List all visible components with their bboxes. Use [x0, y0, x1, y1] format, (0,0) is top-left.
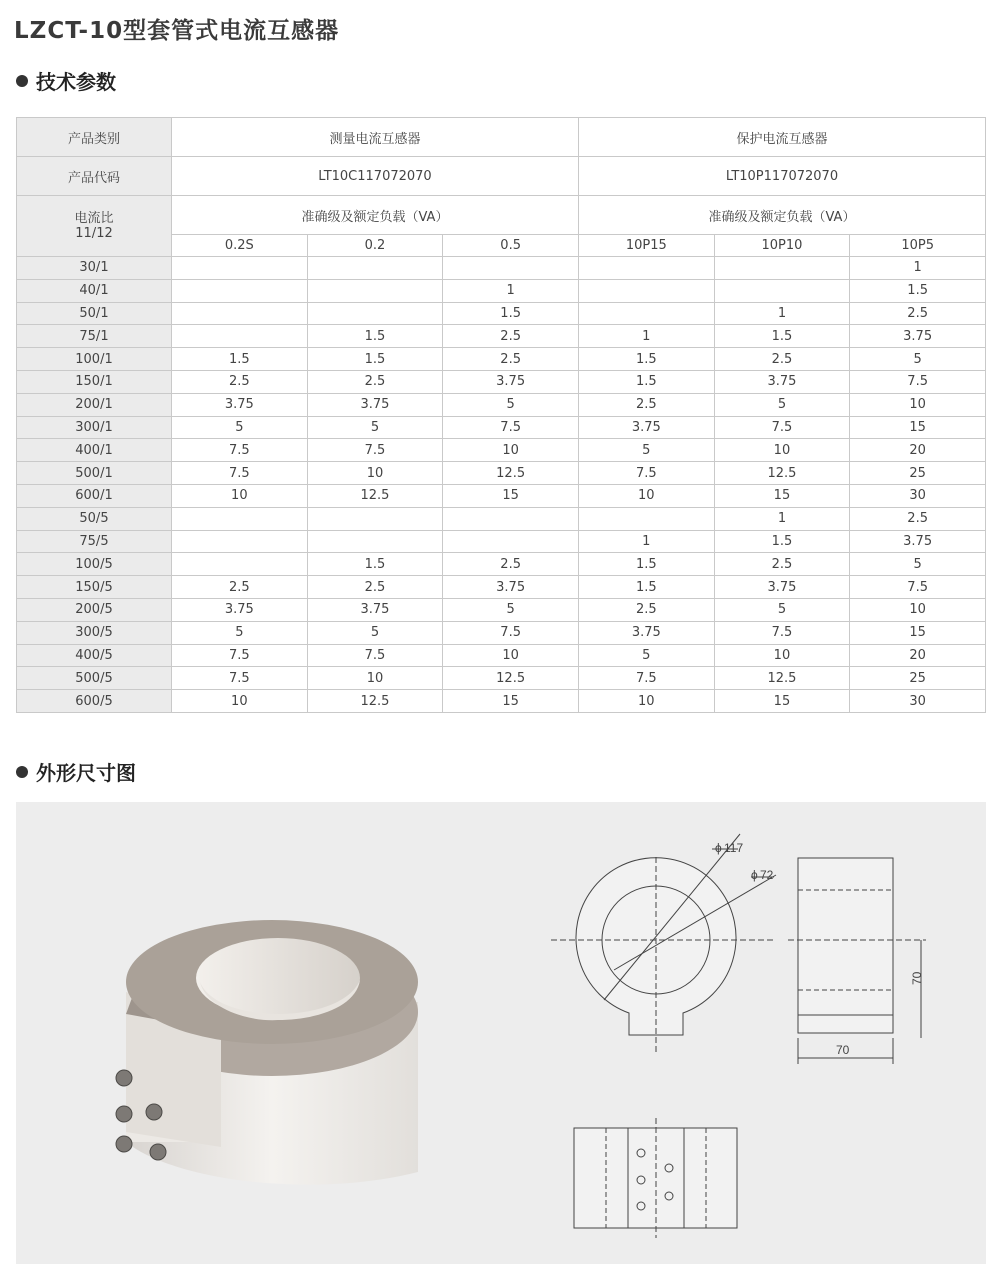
value-cell: [578, 302, 714, 325]
value-cell: 7.5: [714, 416, 850, 439]
table-row: [17, 257, 986, 280]
value-cell: 5: [443, 393, 579, 416]
value-cell: 10: [578, 690, 714, 713]
value-cell: 1.5: [714, 530, 850, 553]
row-label-ratio: [17, 196, 172, 257]
ratio-cell: 600/1: [17, 484, 172, 507]
ratio-cell: 150/5: [17, 576, 172, 599]
value-cell: [172, 279, 308, 302]
product-photo: [116, 920, 418, 1185]
value-cell: 5: [307, 621, 443, 644]
value-cell: 7.5: [578, 667, 714, 690]
value-cell: 2.5: [443, 553, 579, 576]
table-row: [17, 690, 986, 713]
ratio-cell: 40/1: [17, 279, 172, 302]
table-row: [17, 325, 986, 348]
value-cell: [307, 507, 443, 530]
value-cell: 10: [172, 484, 308, 507]
value-cell: 5: [578, 439, 714, 462]
ratio-cell: 100/5: [17, 553, 172, 576]
value-cell: [307, 257, 443, 280]
value-cell: 3.75: [307, 598, 443, 621]
value-cell: 7.5: [714, 621, 850, 644]
value-cell: 7.5: [850, 370, 986, 393]
value-cell: 1.5: [578, 370, 714, 393]
value-cell: 12.5: [714, 667, 850, 690]
value-cell: 3.75: [172, 393, 308, 416]
ratio-sub-label: 11/12: [75, 226, 113, 241]
value-cell: 1.5: [714, 325, 850, 348]
measure-category: 测量电流互感器: [172, 118, 579, 157]
value-cell: 20: [850, 439, 986, 462]
value-cell: [172, 553, 308, 576]
table-row: [17, 393, 986, 416]
value-cell: [172, 257, 308, 280]
ratio-cell: 150/1: [17, 370, 172, 393]
table-row: [17, 302, 986, 325]
value-cell: 3.75: [307, 393, 443, 416]
ratio-cell: 400/5: [17, 644, 172, 667]
value-cell: 1.5: [307, 553, 443, 576]
ratio-cell: 100/1: [17, 348, 172, 371]
value-cell: 1.5: [172, 348, 308, 371]
protect-accuracy: 准确级及额定负载（VA）: [578, 196, 985, 235]
bullet-icon: [16, 766, 28, 778]
table-row: [17, 576, 986, 599]
table-row: [17, 484, 986, 507]
value-cell: 3.75: [578, 416, 714, 439]
value-cell: 25: [850, 667, 986, 690]
protect-code: LT10P117072070: [578, 157, 985, 196]
value-cell: 3.75: [578, 621, 714, 644]
value-cell: 1: [850, 257, 986, 280]
value-cell: [307, 530, 443, 553]
value-cell: 15: [850, 621, 986, 644]
value-cell: 2.5: [578, 393, 714, 416]
value-cell: 15: [443, 484, 579, 507]
outer-dia-label: ϕ: [715, 841, 722, 855]
value-cell: 30: [850, 690, 986, 713]
value-cell: 7.5: [443, 621, 579, 644]
section-specs-label: 技术参数: [36, 70, 116, 94]
value-cell: 12.5: [307, 690, 443, 713]
front-view: [551, 834, 776, 1052]
value-cell: 7.5: [443, 416, 579, 439]
value-cell: 1.5: [443, 302, 579, 325]
table-row: [17, 279, 986, 302]
row-label-category: 产品类别: [17, 118, 172, 157]
value-cell: 1: [578, 325, 714, 348]
dimension-drawing: [16, 802, 986, 1264]
value-cell: 10: [850, 393, 986, 416]
value-cell: 2.5: [850, 302, 986, 325]
value-cell: 10: [850, 598, 986, 621]
value-cell: 2.5: [172, 370, 308, 393]
table-row: [17, 370, 986, 393]
value-cell: [443, 530, 579, 553]
value-cell: 10: [714, 439, 850, 462]
value-cell: 5: [714, 598, 850, 621]
value-cell: 1.5: [307, 325, 443, 348]
section-drawing-label: 外形尺寸图: [36, 761, 136, 785]
drawing-panel: [16, 802, 986, 1264]
value-cell: 25: [850, 462, 986, 485]
table-row: [17, 462, 986, 485]
ratio-cell: 600/5: [17, 690, 172, 713]
value-cell: 15: [714, 484, 850, 507]
table-row: [17, 416, 986, 439]
value-cell: [578, 279, 714, 302]
value-cell: 1: [714, 507, 850, 530]
ratio-cell: 400/1: [17, 439, 172, 462]
table-row: [17, 553, 986, 576]
value-cell: 2.5: [714, 348, 850, 371]
inner-dia-label: ϕ: [751, 868, 758, 882]
ratio-cell: 75/1: [17, 325, 172, 348]
outer-dia-value: 117: [724, 841, 744, 855]
value-cell: [443, 257, 579, 280]
value-cell: 12.5: [443, 667, 579, 690]
ratio-cell: 300/1: [17, 416, 172, 439]
class-header: 0.2S: [172, 235, 308, 257]
value-cell: 10: [714, 644, 850, 667]
value-cell: 7.5: [850, 576, 986, 599]
value-cell: [172, 507, 308, 530]
value-cell: 3.75: [714, 576, 850, 599]
ratio-cell: 300/5: [17, 621, 172, 644]
table-row: [17, 598, 986, 621]
value-cell: [307, 279, 443, 302]
value-cell: 3.75: [850, 325, 986, 348]
section-heading-drawing: [16, 757, 136, 786]
value-cell: 20: [850, 644, 986, 667]
table-row: [17, 667, 986, 690]
ratio-cell: 50/1: [17, 302, 172, 325]
ratio-cell: 200/5: [17, 598, 172, 621]
value-cell: 15: [850, 416, 986, 439]
value-cell: 7.5: [172, 667, 308, 690]
value-cell: [172, 302, 308, 325]
value-cell: 5: [714, 393, 850, 416]
class-header: 10P10: [714, 235, 850, 257]
value-cell: 10: [307, 462, 443, 485]
value-cell: [714, 257, 850, 280]
ratio-cell: 75/5: [17, 530, 172, 553]
value-cell: 3.75: [714, 370, 850, 393]
value-cell: [443, 507, 579, 530]
value-cell: 2.5: [307, 576, 443, 599]
value-cell: 2.5: [850, 507, 986, 530]
value-cell: 1.5: [578, 348, 714, 371]
value-cell: [714, 279, 850, 302]
value-cell: 1: [578, 530, 714, 553]
class-header: 0.5: [443, 235, 579, 257]
class-header: 10P5: [850, 235, 986, 257]
value-cell: 2.5: [307, 370, 443, 393]
value-cell: 7.5: [172, 439, 308, 462]
value-cell: [578, 507, 714, 530]
ratio-cell: 30/1: [17, 257, 172, 280]
value-cell: 1: [443, 279, 579, 302]
value-cell: [172, 325, 308, 348]
value-cell: 3.75: [443, 576, 579, 599]
class-header: 10P15: [578, 235, 714, 257]
value-cell: 7.5: [172, 644, 308, 667]
table-row: [17, 644, 986, 667]
value-cell: 1.5: [850, 279, 986, 302]
value-cell: 10: [307, 667, 443, 690]
row-label-code: 产品代码: [17, 157, 172, 196]
value-cell: 12.5: [307, 484, 443, 507]
value-cell: 12.5: [443, 462, 579, 485]
value-cell: 1.5: [578, 553, 714, 576]
protect-category: 保护电流互感器: [578, 118, 985, 157]
value-cell: 5: [172, 416, 308, 439]
value-cell: 3.75: [850, 530, 986, 553]
value-cell: 7.5: [307, 439, 443, 462]
value-cell: 5: [172, 621, 308, 644]
value-cell: 2.5: [172, 576, 308, 599]
measure-code: LT10C117072070: [172, 157, 579, 196]
value-cell: 10: [443, 644, 579, 667]
value-cell: 12.5: [714, 462, 850, 485]
ratio-cell: 500/1: [17, 462, 172, 485]
value-cell: 1.5: [578, 576, 714, 599]
value-cell: 5: [850, 553, 986, 576]
value-cell: 2.5: [443, 348, 579, 371]
value-cell: 10: [578, 484, 714, 507]
value-cell: 2.5: [714, 553, 850, 576]
value-cell: 3.75: [172, 598, 308, 621]
value-cell: 2.5: [443, 325, 579, 348]
value-cell: 3.75: [443, 370, 579, 393]
class-header: 0.2: [307, 235, 443, 257]
value-cell: 5: [443, 598, 579, 621]
value-cell: [307, 302, 443, 325]
value-cell: 7.5: [307, 644, 443, 667]
table-row-category: [17, 118, 986, 157]
table-row: [17, 530, 986, 553]
value-cell: 5: [307, 416, 443, 439]
table-row: [17, 348, 986, 371]
value-cell: 7.5: [578, 462, 714, 485]
table-row: [17, 507, 986, 530]
ratio-cell: 50/5: [17, 507, 172, 530]
bullet-icon: [16, 75, 28, 87]
page-title: LZCT-10型套管式电流互感器: [14, 18, 340, 44]
value-cell: [172, 530, 308, 553]
width-dim: 70: [836, 1043, 850, 1057]
bottom-view: [574, 1118, 737, 1238]
value-cell: 30: [850, 484, 986, 507]
spec-table: [16, 117, 986, 713]
value-cell: 5: [850, 348, 986, 371]
value-cell: 10: [443, 439, 579, 462]
table-row-accuracy: [17, 196, 986, 235]
value-cell: 2.5: [578, 598, 714, 621]
value-cell: 10: [172, 690, 308, 713]
table-row: [17, 621, 986, 644]
measure-accuracy: 准确级及额定负载（VA）: [172, 196, 579, 235]
side-view: [788, 858, 926, 1064]
inner-dia-value: 72: [760, 868, 774, 882]
value-cell: 15: [443, 690, 579, 713]
table-row: [17, 439, 986, 462]
ratio-cell: 200/1: [17, 393, 172, 416]
value-cell: [578, 257, 714, 280]
table-row-code: [17, 157, 986, 196]
section-heading-specs: [16, 66, 116, 95]
ratio-cell: 500/5: [17, 667, 172, 690]
value-cell: 1: [714, 302, 850, 325]
value-cell: 5: [578, 644, 714, 667]
value-cell: 7.5: [172, 462, 308, 485]
height-dim: 70: [910, 971, 924, 985]
value-cell: 1.5: [307, 348, 443, 371]
ratio-label: 电流比: [74, 211, 114, 226]
value-cell: 15: [714, 690, 850, 713]
